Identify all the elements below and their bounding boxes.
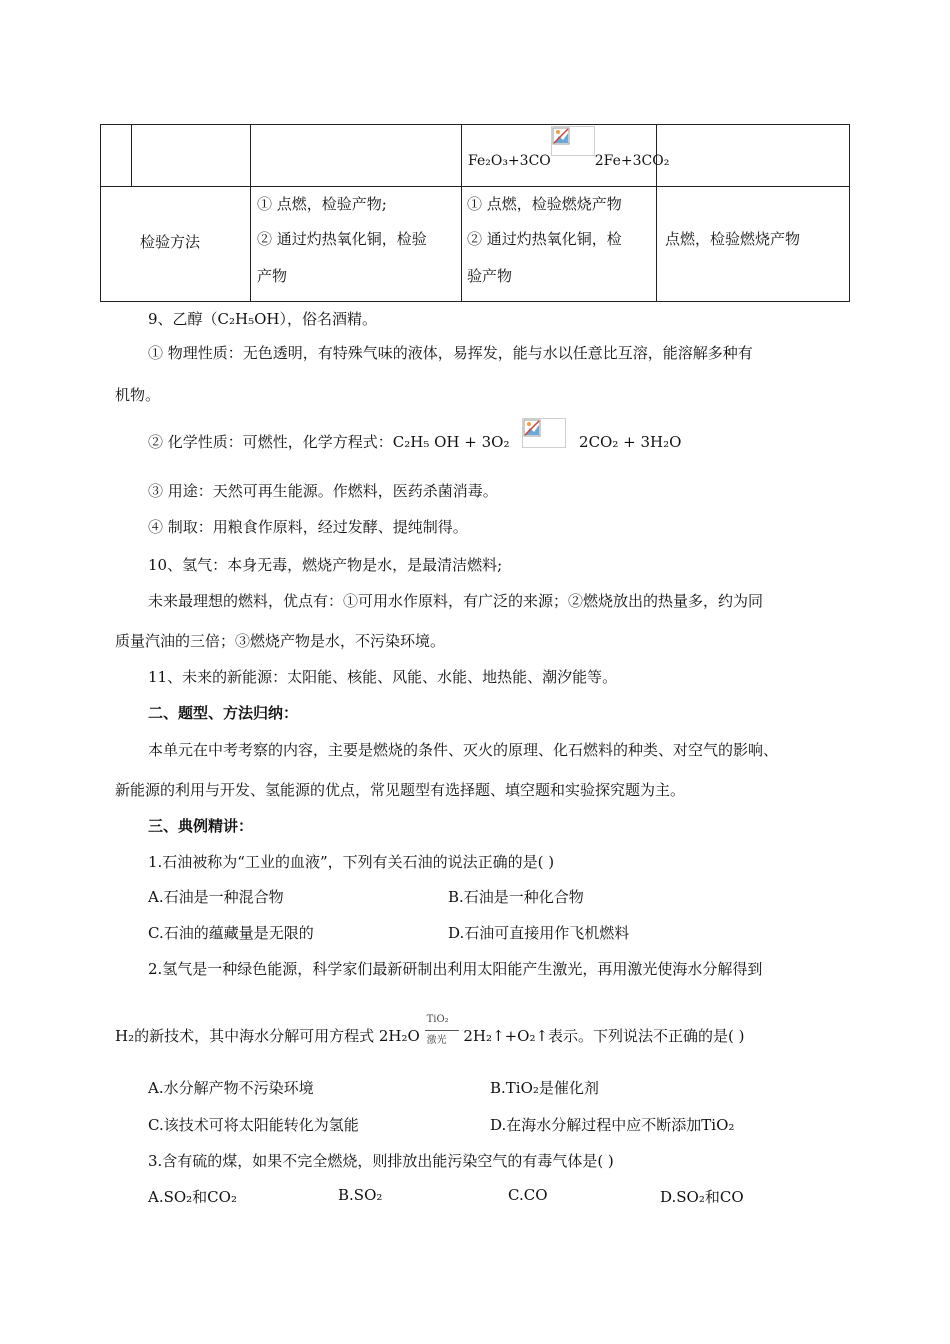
- test-method-col3-line3: 验产物: [467, 267, 513, 285]
- q3-option-b: B.SO₂: [338, 1186, 383, 1204]
- section11: 11、未来的新能源：太阳能、核能、风能、水能、地热能、潮汐能等。: [148, 668, 618, 686]
- q2-option-c: C.该技术可将太阳能转化为氢能: [148, 1116, 359, 1134]
- test-method-col2-line3: 产物: [257, 267, 288, 285]
- q3-option-a: A.SO₂和CO₂: [148, 1188, 237, 1206]
- condition-laser: 激光: [426, 1035, 447, 1046]
- q3-stem: 3.含有硫的煤，如果不完全燃烧，则排放出能污染空气的有毒气体是( ): [148, 1152, 614, 1170]
- ethanol-eq-right: 2CO₂ + 3H₂O: [579, 433, 682, 451]
- section9-use: ③ 用途：天然可再生能源。作燃料，医药杀菌消毒。: [148, 482, 498, 500]
- eq-right: 2Fe+3CO₂: [594, 153, 670, 169]
- section10-line1: 未来最理想的燃料，优点有：①可用水作原料，有广泛的来源；②燃烧放出的热量多，约为同: [148, 592, 764, 610]
- combustion-condition-image: [522, 418, 566, 448]
- table-border-bottom: [100, 301, 850, 302]
- broken-image-icon: [523, 419, 541, 437]
- q2-option-b: B.TiO₂是催化剂: [490, 1079, 599, 1097]
- summary-line2: 新能源的利用与开发、氢能源的优点，常见题型有选择题、填空题和实验探究题为主。: [115, 781, 686, 799]
- table-border-top: [100, 124, 850, 125]
- section9-chemical: [148, 428, 681, 458]
- heading-examples: 三、典例精讲：: [148, 817, 254, 835]
- q1-stem: 1.石油被称为“工业的血液”，下列有关石油的说法正确的是( ): [148, 853, 555, 871]
- heading-question-types: 二、题型、方法归纳：: [148, 704, 299, 722]
- test-method-col2-line1: ① 点燃，检验产物;: [257, 195, 387, 213]
- q3-option-c: C.CO: [508, 1186, 548, 1204]
- eq-left: Fe₂O₃+3CO: [468, 153, 551, 169]
- q2-eq-left: H₂的新技术，其中海水分解可用方程式 2H₂O: [115, 1027, 420, 1045]
- test-method-col3-line1: ① 点燃，检验燃烧产物: [467, 195, 622, 213]
- table-border-right: [849, 124, 850, 302]
- q1-option-c: C.石油的蕴藏量是无限的: [148, 924, 314, 942]
- row-label-test-method: 检验方法: [140, 233, 201, 251]
- q1-option-a: A.石油是一种混合物: [148, 888, 284, 906]
- table-inner-divider: [131, 124, 132, 186]
- section9-production: ④ 制取：用粮食作原料，经过发酵、提纯制得。: [148, 518, 468, 536]
- test-method-col4: 点燃，检验燃烧产物: [665, 230, 801, 248]
- q2-option-d: D.在海水分解过程中应不断添加TiO₂: [490, 1116, 735, 1134]
- section10-title: 10、氢气：本身无毒，燃烧产物是水，是最清洁燃料;: [148, 556, 503, 574]
- summary-line1: 本单元在中考考察的内容，主要是燃烧的条件、灭火的原理、化石燃料的种类、对空气的影响、: [148, 741, 779, 759]
- q2-stem-line1: 2.氢气是一种绿色能源，科学家们最新研制出利用太阳能产生激光，再用激光使海水分解得到: [148, 960, 763, 978]
- properties-table: [100, 124, 850, 302]
- table-col-divider-2: [461, 124, 462, 302]
- q2-stem-line2: [115, 1016, 745, 1048]
- test-method-col3-line2: ② 通过灼热氧化铜，检: [467, 230, 622, 248]
- table-col-divider-1: [250, 124, 251, 302]
- section9-physical-line1: ① 物理性质：无色透明，有特殊气味的液体，易挥发，能与水以任意比互溶，能溶解多种有: [148, 344, 753, 362]
- section9-physical-line2: 机物。: [115, 386, 161, 404]
- section10-line2: 质量汽油的三倍；③燃烧产物是水，不污染环境。: [115, 632, 446, 650]
- q1-option-d: D.石油可直接用作飞机燃料: [448, 924, 630, 942]
- reaction-condition-image: [551, 126, 595, 156]
- q2-eq-right: 2H₂↑+O₂↑表示。下列说法不正确的是( ): [463, 1027, 745, 1045]
- reaction-condition: [425, 1016, 459, 1046]
- section9-title: 9、乙醇（C₂H₅OH），俗名酒精。: [148, 310, 378, 328]
- table-border-left: [100, 124, 101, 302]
- test-method-col2-line2: ② 通过灼热氧化铜，检验: [257, 230, 427, 248]
- ethanol-eq-left: ② 化学性质：可燃性，化学方程式：C₂H₅ OH + 3O₂: [148, 433, 510, 451]
- q1-option-b: B.石油是一种化合物: [448, 888, 584, 906]
- condition-catalyst: TiO₂: [426, 1014, 449, 1025]
- broken-image-icon: [552, 127, 570, 145]
- q2-option-a: A.水分解产物不污染环境: [148, 1079, 314, 1097]
- iron-oxide-equation: [468, 128, 669, 178]
- q3-option-d: D.SO₂和CO: [660, 1188, 744, 1206]
